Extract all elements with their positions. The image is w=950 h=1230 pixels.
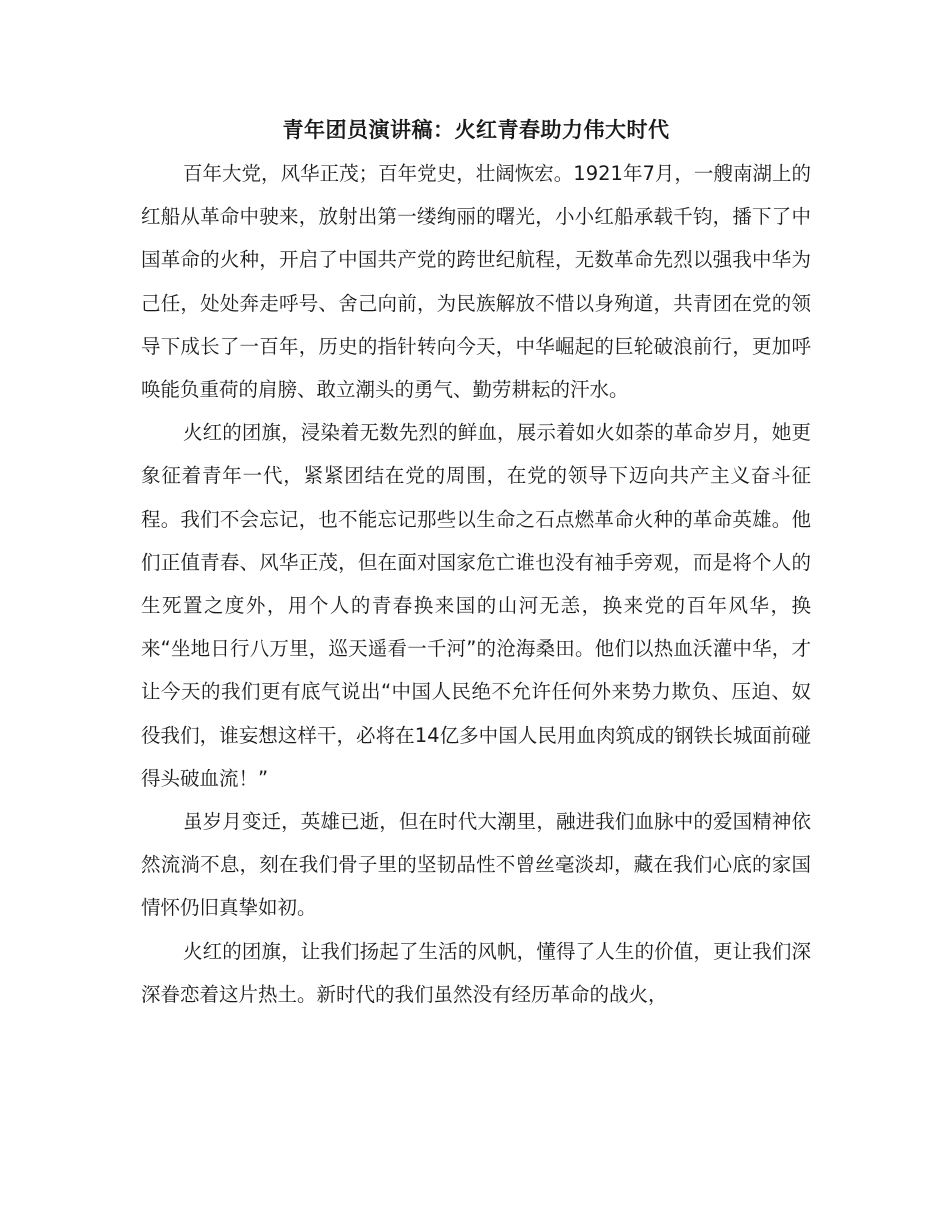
paragraph-1: 百年大党，风华正茂；百年党史，壮阔恢宏。1921年7月，一艘南湖上的红船从革命中驶来，放射出第一缕绚丽的曙光，小小红船承载千钧，播下了中国革命的火种，开启了中国共产党的跨世纪航程，无数革命先烈以强我中华为己任，处处奔走呼号、舍己向前，为民族解放不惜以身殉道，共青团在党的领导下成长了一百年，历史的指针转向今天，中华崛起的巨轮破浪前行，更加呼唤能负重荷的肩膀、敢立潮头的勇气、勤劳耕耘的汗水。 [141,162,811,402]
document-title: 青年团员演讲稿：火红青春助力伟大时代 [282,118,670,142]
document-body [141,112,811,1016]
paragraph-3: 虽岁月变迁，英雄已逝，但在时代大潮里，融进我们血脉中的爱国精神依然流淌不息，刻在我们骨子里的坚韧品性不曾丝毫淡却，藏在我们心底的家国情怀仍旧真挚如初。 [141,810,811,920]
paragraph-4: 火红的团旗，让我们扬起了生活的风帆，懂得了人生的价值，更让我们深深眷恋着这片热土。新时代的我们虽然没有经历革命的战火， [141,939,811,1006]
paragraph-2: 火红的团旗，浸染着无数先烈的鲜血，展示着如火如荼的革命岁月，她更象征着青年一代，紧紧团结在党的周围，在党的领导下迈向共产主义奋斗征程。我们不会忘记，也不能忘记那些以生命之石点燃革命火种的革命英雄。他们正值青春、风华正茂，但在面对国家危亡谁也没有袖手旁观，而是将个人的生死置之度外，用个人的青春换来国的山河无恙，换来党的百年风华，换来“坐地日行八万里，巡天遥看一千河”的沧海桑田。他们以热血沃灌中华，才让今天的我们更有底气说出“中国人民绝不允许任何外来势力欺负、压迫、奴役我们，谁妄想这样干，必将在14亿多中国人民用血肉筑成的钢铁长城面前碰得头破血流！” [141,421,811,790]
